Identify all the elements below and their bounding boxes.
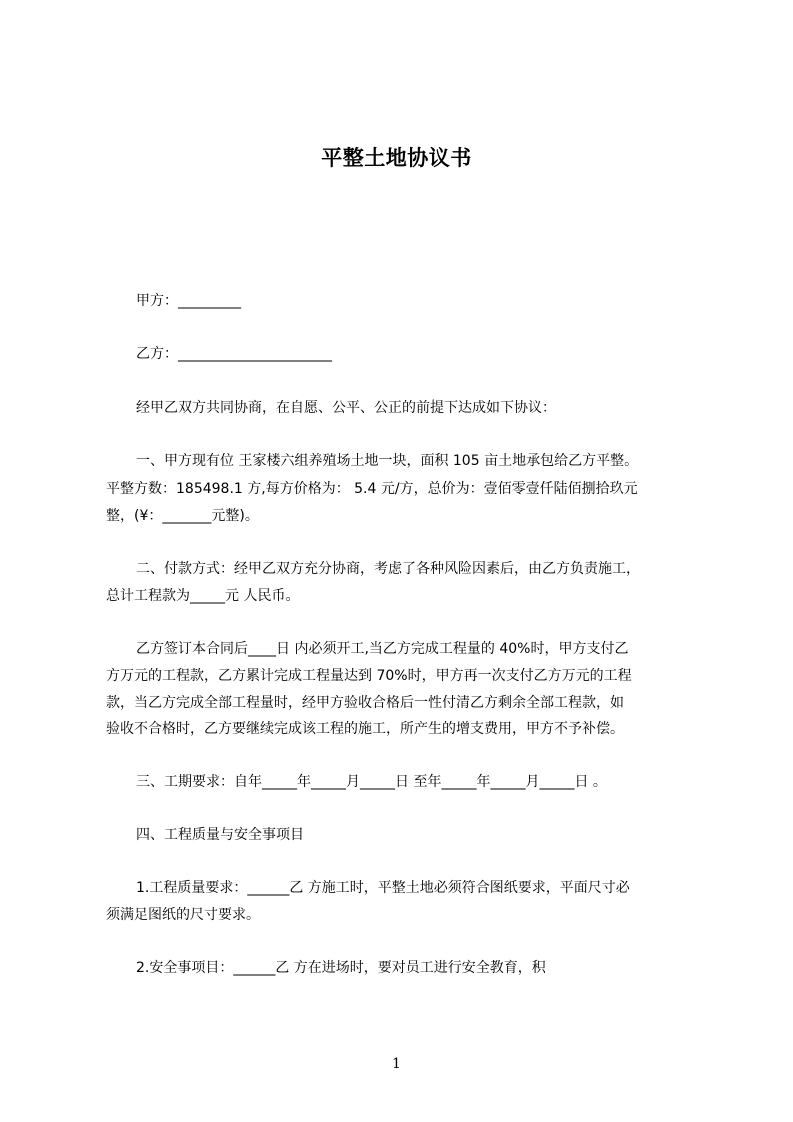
party-b-line: 乙方：______________________ [136, 346, 332, 362]
clause2-line2: 总计工程款为_____元 人民币。 [106, 588, 300, 604]
payment-line2: 方万元的工程款，乙方累计完成工程量达到 70%时，甲方再一次支付乙方万元的工程 [106, 668, 632, 684]
page-number: 1 [392, 1056, 401, 1072]
intro-paragraph: 经甲乙双方共同协商，在自愿、公平、公正的前提下达成如下协议： [136, 400, 556, 416]
payment-line1: 乙方签订本合同后____日 内必须开工,当乙方完成工程量的 40%时，甲方支付乙 [136, 641, 629, 657]
clause1-line3: 整，(¥：_______元整)。 [106, 508, 259, 524]
party-a-line: 甲方：_________ [136, 293, 241, 309]
document-title: 平整土地协议书 [321, 146, 472, 170]
clause4-item1-line2: 须满足图纸的尺寸要求。 [106, 907, 260, 923]
clause1-line1: 一、甲方现有位 王家楼六组养殖场土地一块，面积 105 亩土地承包给乙方平整。 [136, 453, 639, 469]
payment-line3: 款，当乙方完成全部工程量时，经甲方验收合格后一性付清乙方剩余全部工程款，如 [106, 695, 624, 711]
clause4-item2-line1: 2.安全事项目：______乙 方在进场时，要对员工进行安全教育，积 [136, 960, 546, 976]
clause1-line2: 平整方数：185498.1 方,每方价格为： 5.4 元/方，总价为：壹佰零壹仟陆佰捌拾玖元 [106, 481, 638, 497]
clause2-line1: 二、付款方式：经甲乙双方充分协商，考虑了各种风险因素后，由乙方负责施工， [136, 561, 640, 577]
clause4-heading: 四、工程质量与安全事项目 [136, 827, 304, 843]
clause4-item1-line1: 1.工程质量要求：______乙 方施工时，平整土地必须符合图纸要求，平面尺寸必 [136, 880, 630, 896]
payment-line4: 验收不合格时，乙方要继续完成该工程的施工，所产生的增支费用，甲方不予补偿。 [106, 721, 624, 737]
clause3-line: 三、工期要求：自年_____年_____月_____日 至年_____年_____月_____日 。 [136, 774, 607, 790]
